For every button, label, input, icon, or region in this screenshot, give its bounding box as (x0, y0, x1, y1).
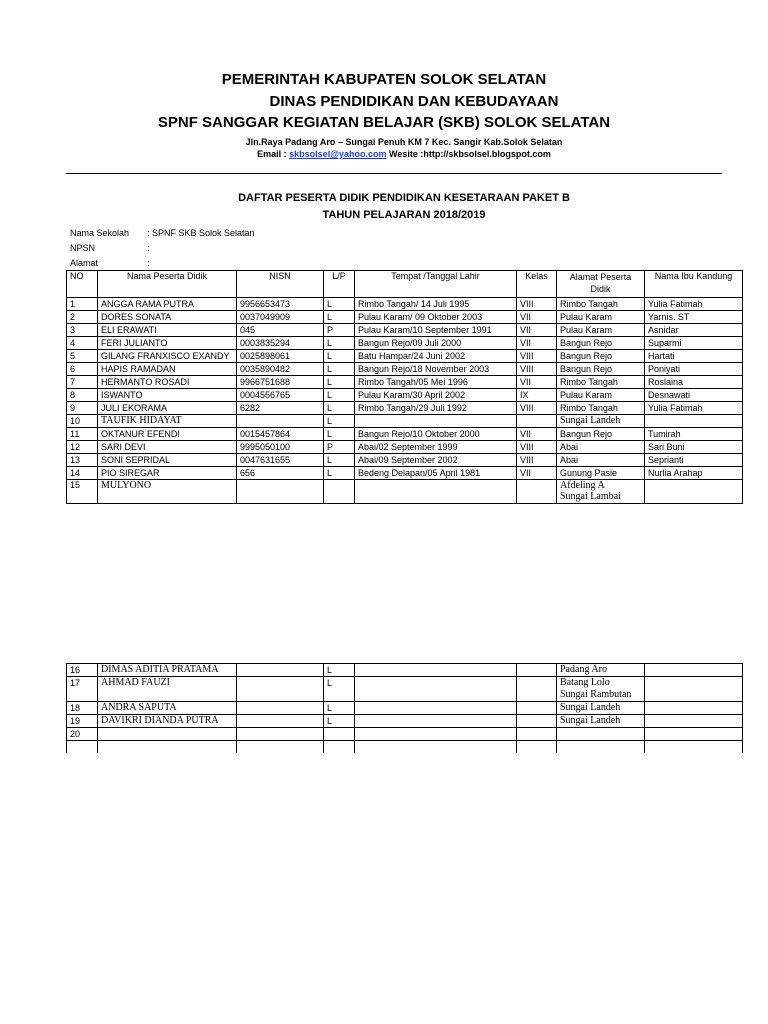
cell-name: ANGGA RAMA PUTRA (98, 298, 237, 311)
cell-name: DAVIKRI DIANDA PUTRA (98, 715, 237, 728)
cell-no: 14 (67, 467, 98, 480)
header-department: DINAS PENDIDIKAN DAN KEBUDAYAAN (269, 93, 559, 110)
cell-birth: Pulau Karam/30 April 2002 (355, 389, 517, 402)
table-row (67, 467, 743, 480)
cell-name: MULYONO (98, 480, 237, 504)
cell-lp: L (324, 454, 355, 467)
cell-kelas: VII (517, 376, 557, 389)
cell-no: 16 (67, 664, 98, 677)
cell-address: Rimbo Tangah (557, 402, 645, 415)
cell-birth (355, 480, 517, 504)
address-line-1: Afdeling A (560, 480, 605, 491)
address-line-2: Sungai Rambutan (560, 689, 632, 700)
cell-mother (645, 480, 743, 504)
table-row (67, 311, 743, 324)
cell-mother (645, 728, 743, 741)
cell-birth (355, 415, 517, 428)
cell-nisn: 0015457864 (237, 428, 324, 441)
address-line-1: Sungai Landeh (560, 702, 621, 713)
cell-lp: L (324, 415, 355, 428)
empty-cell (557, 741, 645, 754)
cell-address: Rimbo Tangah (557, 376, 645, 389)
table-header-row (67, 271, 743, 298)
cell-nisn (237, 702, 324, 715)
cell-no: 5 (67, 350, 98, 363)
cell-address: Abai (557, 454, 645, 467)
cell-birth: Rimbo Tangah/29 Juli 1992 (355, 402, 517, 415)
cell-lp: L (324, 428, 355, 441)
cell-address: Gunung Pasie (557, 467, 645, 480)
cell-birth: Bangun Rejo/09 Juli 2000 (355, 337, 517, 350)
school-name-value: : SPNF SKB Solok Selatan (147, 228, 255, 238)
cell-address: Rimbo Tangah (557, 298, 645, 311)
cell-nisn: 0003835294 (237, 337, 324, 350)
cell-birth (355, 728, 517, 741)
cell-nisn (237, 677, 324, 702)
cell-name: ISWANTO (98, 389, 237, 402)
cell-kelas (517, 480, 557, 504)
column-header-birth: Tempat /Tanggal Lahir (355, 271, 517, 298)
cell-kelas: VII (517, 337, 557, 350)
cell-address: Bangun Rejo (557, 350, 645, 363)
cell-mother (645, 415, 743, 428)
table-row (67, 376, 743, 389)
cell-address (557, 728, 645, 741)
document-title: DAFTAR PESERTA DIDIK PENDIDIKAN KESETARAAN PAKET B (238, 192, 570, 204)
cell-kelas (517, 677, 557, 702)
cell-mother (645, 702, 743, 715)
cell-name: HAPIS RAMADAN (98, 363, 237, 376)
cell-no: 7 (67, 376, 98, 389)
cell-no: 2 (67, 311, 98, 324)
header-divider (66, 173, 722, 174)
empty-cell (98, 741, 237, 754)
cell-birth: Batu Hampar/24 Juni 2002 (355, 350, 517, 363)
cell-nisn (237, 728, 324, 741)
cell-birth (355, 715, 517, 728)
cell-mother: Yulia Fatimah (645, 298, 743, 311)
cell-kelas (517, 664, 557, 677)
cell-no: 8 (67, 389, 98, 402)
cell-nisn (237, 664, 324, 677)
cell-name: SARI DEVI (98, 441, 237, 454)
table-row (67, 715, 743, 728)
address-line-2: Sungai Lambai (560, 491, 621, 502)
cell-birth: Rimbo Tangah/05 Mei 1996 (355, 376, 517, 389)
cell-no: 12 (67, 441, 98, 454)
cell-birth: Pulau Karam/10 September 1991 (355, 324, 517, 337)
cell-address: Bangun Rejo (557, 337, 645, 350)
cell-lp: L (324, 311, 355, 324)
cell-nisn: 0047631655 (237, 454, 324, 467)
cell-nisn: 0037049909 (237, 311, 324, 324)
school-name-line (70, 228, 255, 238)
empty-cell (67, 741, 98, 754)
cell-kelas: VII (517, 324, 557, 337)
cell-address: Pulau Karam (557, 324, 645, 337)
npsn-label: NPSN (70, 243, 96, 253)
header-government: PEMERINTAH KABUPATEN SOLOK SELATAN (221, 71, 547, 88)
cell-lp: L (324, 389, 355, 402)
column-header-no: NO (67, 271, 98, 298)
cell-lp: L (324, 350, 355, 363)
cell-name: HERMANTO ROSADI (98, 376, 237, 389)
cell-nisn: 9966751688 (237, 376, 324, 389)
cell-birth: Bangun Rejo/18 November 2003 (355, 363, 517, 376)
address-value: : (147, 258, 150, 268)
cell-lp (324, 480, 355, 504)
cell-kelas: VII (517, 311, 557, 324)
cell-mother (645, 677, 743, 702)
cell-lp: L (324, 376, 355, 389)
cell-kelas (517, 728, 557, 741)
cell-no: 1 (67, 298, 98, 311)
column-header-nisn: NISN (237, 271, 324, 298)
cell-birth (355, 677, 517, 702)
school-name-label: Nama Sekolah (70, 228, 130, 238)
cell-mother: Desnawati (645, 389, 743, 402)
address-line-1: Batang Lolo (560, 677, 610, 688)
cell-kelas: IX (517, 389, 557, 402)
cell-nisn (237, 480, 324, 504)
table-row (67, 741, 743, 754)
empty-cell (355, 741, 517, 754)
npsn-value: : (147, 243, 150, 253)
cell-no: 17 (67, 677, 98, 702)
cell-kelas (517, 715, 557, 728)
email-link[interactable]: skbsolsel@yahoo.com (289, 149, 387, 159)
cell-kelas (517, 415, 557, 428)
cell-no: 4 (67, 337, 98, 350)
cell-address: Pulau Karam (557, 311, 645, 324)
cell-lp: P (324, 441, 355, 454)
table-row (67, 428, 743, 441)
cell-nisn (237, 415, 324, 428)
cell-name: PIO SIREGAR (98, 467, 237, 480)
cell-name: AHMAD FAUZI (98, 677, 237, 702)
cell-lp (324, 728, 355, 741)
cell-lp: L (324, 363, 355, 376)
cell-mother: Hartati (645, 350, 743, 363)
empty-cell (517, 741, 557, 754)
cell-mother: Sari Buni (645, 441, 743, 454)
table-row (67, 702, 743, 715)
column-header-kelas: Kelas (517, 271, 557, 298)
header-institution: SPNF SANGGAR KEGIATAN BELAJAR (SKB) SOLOK SELATAN (157, 114, 611, 131)
table-row (67, 363, 743, 376)
cell-lp: L (324, 702, 355, 715)
cell-address: Pulau Karam (557, 389, 645, 402)
cell-mother: Tumirah (645, 428, 743, 441)
table-row (67, 402, 743, 415)
cell-nisn: 0025898061 (237, 350, 324, 363)
cell-name: TAUFIK HIDAYAT (98, 415, 237, 428)
cell-lp: L (324, 467, 355, 480)
empty-cell (324, 741, 355, 754)
student-table-continued (66, 663, 743, 753)
cell-nisn: 045 (237, 324, 324, 337)
cell-no: 11 (67, 428, 98, 441)
cell-mother: Poniyati (645, 363, 743, 376)
cell-mother (645, 664, 743, 677)
cell-no: 3 (67, 324, 98, 337)
cell-no: 10 (67, 415, 98, 428)
header-address: Jln.Raya Padang Aro – Sungai Penuh KM 7 Kec. Sangir Kab.Solok Selatan (245, 137, 563, 147)
cell-address (557, 664, 645, 677)
table-row (67, 454, 743, 467)
cell-birth: Abai/09 September 2002 (355, 454, 517, 467)
cell-no: 20 (67, 728, 98, 741)
cell-mother: Seprianti (645, 454, 743, 467)
cell-mother: Yulia Fatimah (645, 402, 743, 415)
cell-kelas: VIII (517, 350, 557, 363)
cell-no: 15 (67, 480, 98, 504)
cell-birth: Pulau Karam/ 09 Oktober 2003 (355, 311, 517, 324)
cell-name: FERI JULIANTO (98, 337, 237, 350)
cell-nisn: 9995050100 (237, 441, 324, 454)
table-row (67, 415, 743, 428)
cell-lp: L (324, 337, 355, 350)
cell-nisn: 6282 (237, 402, 324, 415)
cell-kelas: VII (517, 428, 557, 441)
cell-kelas: VIII (517, 298, 557, 311)
cell-nisn: 9956653473 (237, 298, 324, 311)
column-header-mother: Nama Ibu Kandung (645, 271, 743, 298)
cell-address: Abai (557, 441, 645, 454)
cell-name: OKTANUR EFENDI (98, 428, 237, 441)
cell-no: 13 (67, 454, 98, 467)
cell-kelas (517, 702, 557, 715)
cell-address (557, 702, 645, 715)
cell-name: SONI SEPRIDAL (98, 454, 237, 467)
website-text: Wesite :http://skbsolsel.blogspot.com (389, 149, 551, 159)
cell-kelas: VIII (517, 402, 557, 415)
cell-nisn: 0004556765 (237, 389, 324, 402)
cell-birth: Abai/02 September 1999 (355, 441, 517, 454)
cell-mother: Yarnis. ST (645, 311, 743, 324)
cell-address (557, 480, 645, 504)
cell-no: 6 (67, 363, 98, 376)
cell-name (98, 728, 237, 741)
cell-birth (355, 664, 517, 677)
table-row (67, 480, 743, 504)
address-line (70, 258, 150, 268)
address-label: Alamat (70, 258, 99, 268)
table-row (67, 389, 743, 402)
cell-lp: L (324, 715, 355, 728)
cell-lp: L (324, 664, 355, 677)
column-header-name: Nama Peserta Didik (98, 271, 237, 298)
cell-mother: Asnidar (645, 324, 743, 337)
table-row (67, 677, 743, 702)
cell-name: DIMAS ADITIA PRATAMA (98, 664, 237, 677)
empty-cell (645, 741, 743, 754)
cell-no: 18 (67, 702, 98, 715)
table-row (67, 441, 743, 454)
cell-birth: Bedeng Delapan/05 April 1981 (355, 467, 517, 480)
cell-no: 9 (67, 402, 98, 415)
student-table (66, 270, 743, 504)
cell-birth: Bangun Rejo/10 Oktober 2000 (355, 428, 517, 441)
cell-birth: Rimbo Tangah/ 14 Juli 1995 (355, 298, 517, 311)
cell-name: GILANG FRANXISCO EXANDY (98, 350, 237, 363)
table-row (67, 298, 743, 311)
cell-lp: L (324, 402, 355, 415)
cell-name: ELI ERAWATI (98, 324, 237, 337)
cell-lp: L (324, 298, 355, 311)
cell-name: ANDRA SAPUTA (98, 702, 237, 715)
cell-lp: L (324, 677, 355, 702)
cell-nisn (237, 715, 324, 728)
email-label: Email : (257, 149, 287, 159)
cell-kelas: VIII (517, 441, 557, 454)
cell-lp: P (324, 324, 355, 337)
cell-address (557, 677, 645, 702)
table-row (67, 324, 743, 337)
cell-address (557, 715, 645, 728)
npsn-line (70, 243, 150, 253)
address-line-1: Padang Aro (560, 664, 607, 675)
cell-name: DORES SONATA (98, 311, 237, 324)
cell-birth (355, 702, 517, 715)
cell-kelas: VIII (517, 454, 557, 467)
cell-kelas: VII (517, 467, 557, 480)
table-row (67, 337, 743, 350)
cell-nisn: 656 (237, 467, 324, 480)
column-header-address: Alamat Peserta Didik (557, 271, 645, 298)
cell-address: Bangun Rejo (557, 428, 645, 441)
cell-mother: Roslaina (645, 376, 743, 389)
cell-mother (645, 715, 743, 728)
cell-mother: Suparmi (645, 337, 743, 350)
table-row (67, 728, 743, 741)
cell-mother: Nurlia Arahap (645, 467, 743, 480)
cell-address: Bangun Rejo (557, 363, 645, 376)
column-header-lp: L/P (324, 271, 355, 298)
table-row (67, 664, 743, 677)
cell-no: 19 (67, 715, 98, 728)
cell-nisn: 0035890482 (237, 363, 324, 376)
table-row (67, 350, 743, 363)
cell-address: Sungai Landeh (557, 415, 645, 428)
document-year: TAHUN PELAJARAN 2018/2019 (322, 209, 486, 221)
address-line-1: Sungai Landeh (560, 715, 621, 726)
cell-name: JULI EKORAMA (98, 402, 237, 415)
header-contact (0, 149, 768, 159)
cell-kelas: VIII (517, 363, 557, 376)
empty-cell (237, 741, 324, 754)
